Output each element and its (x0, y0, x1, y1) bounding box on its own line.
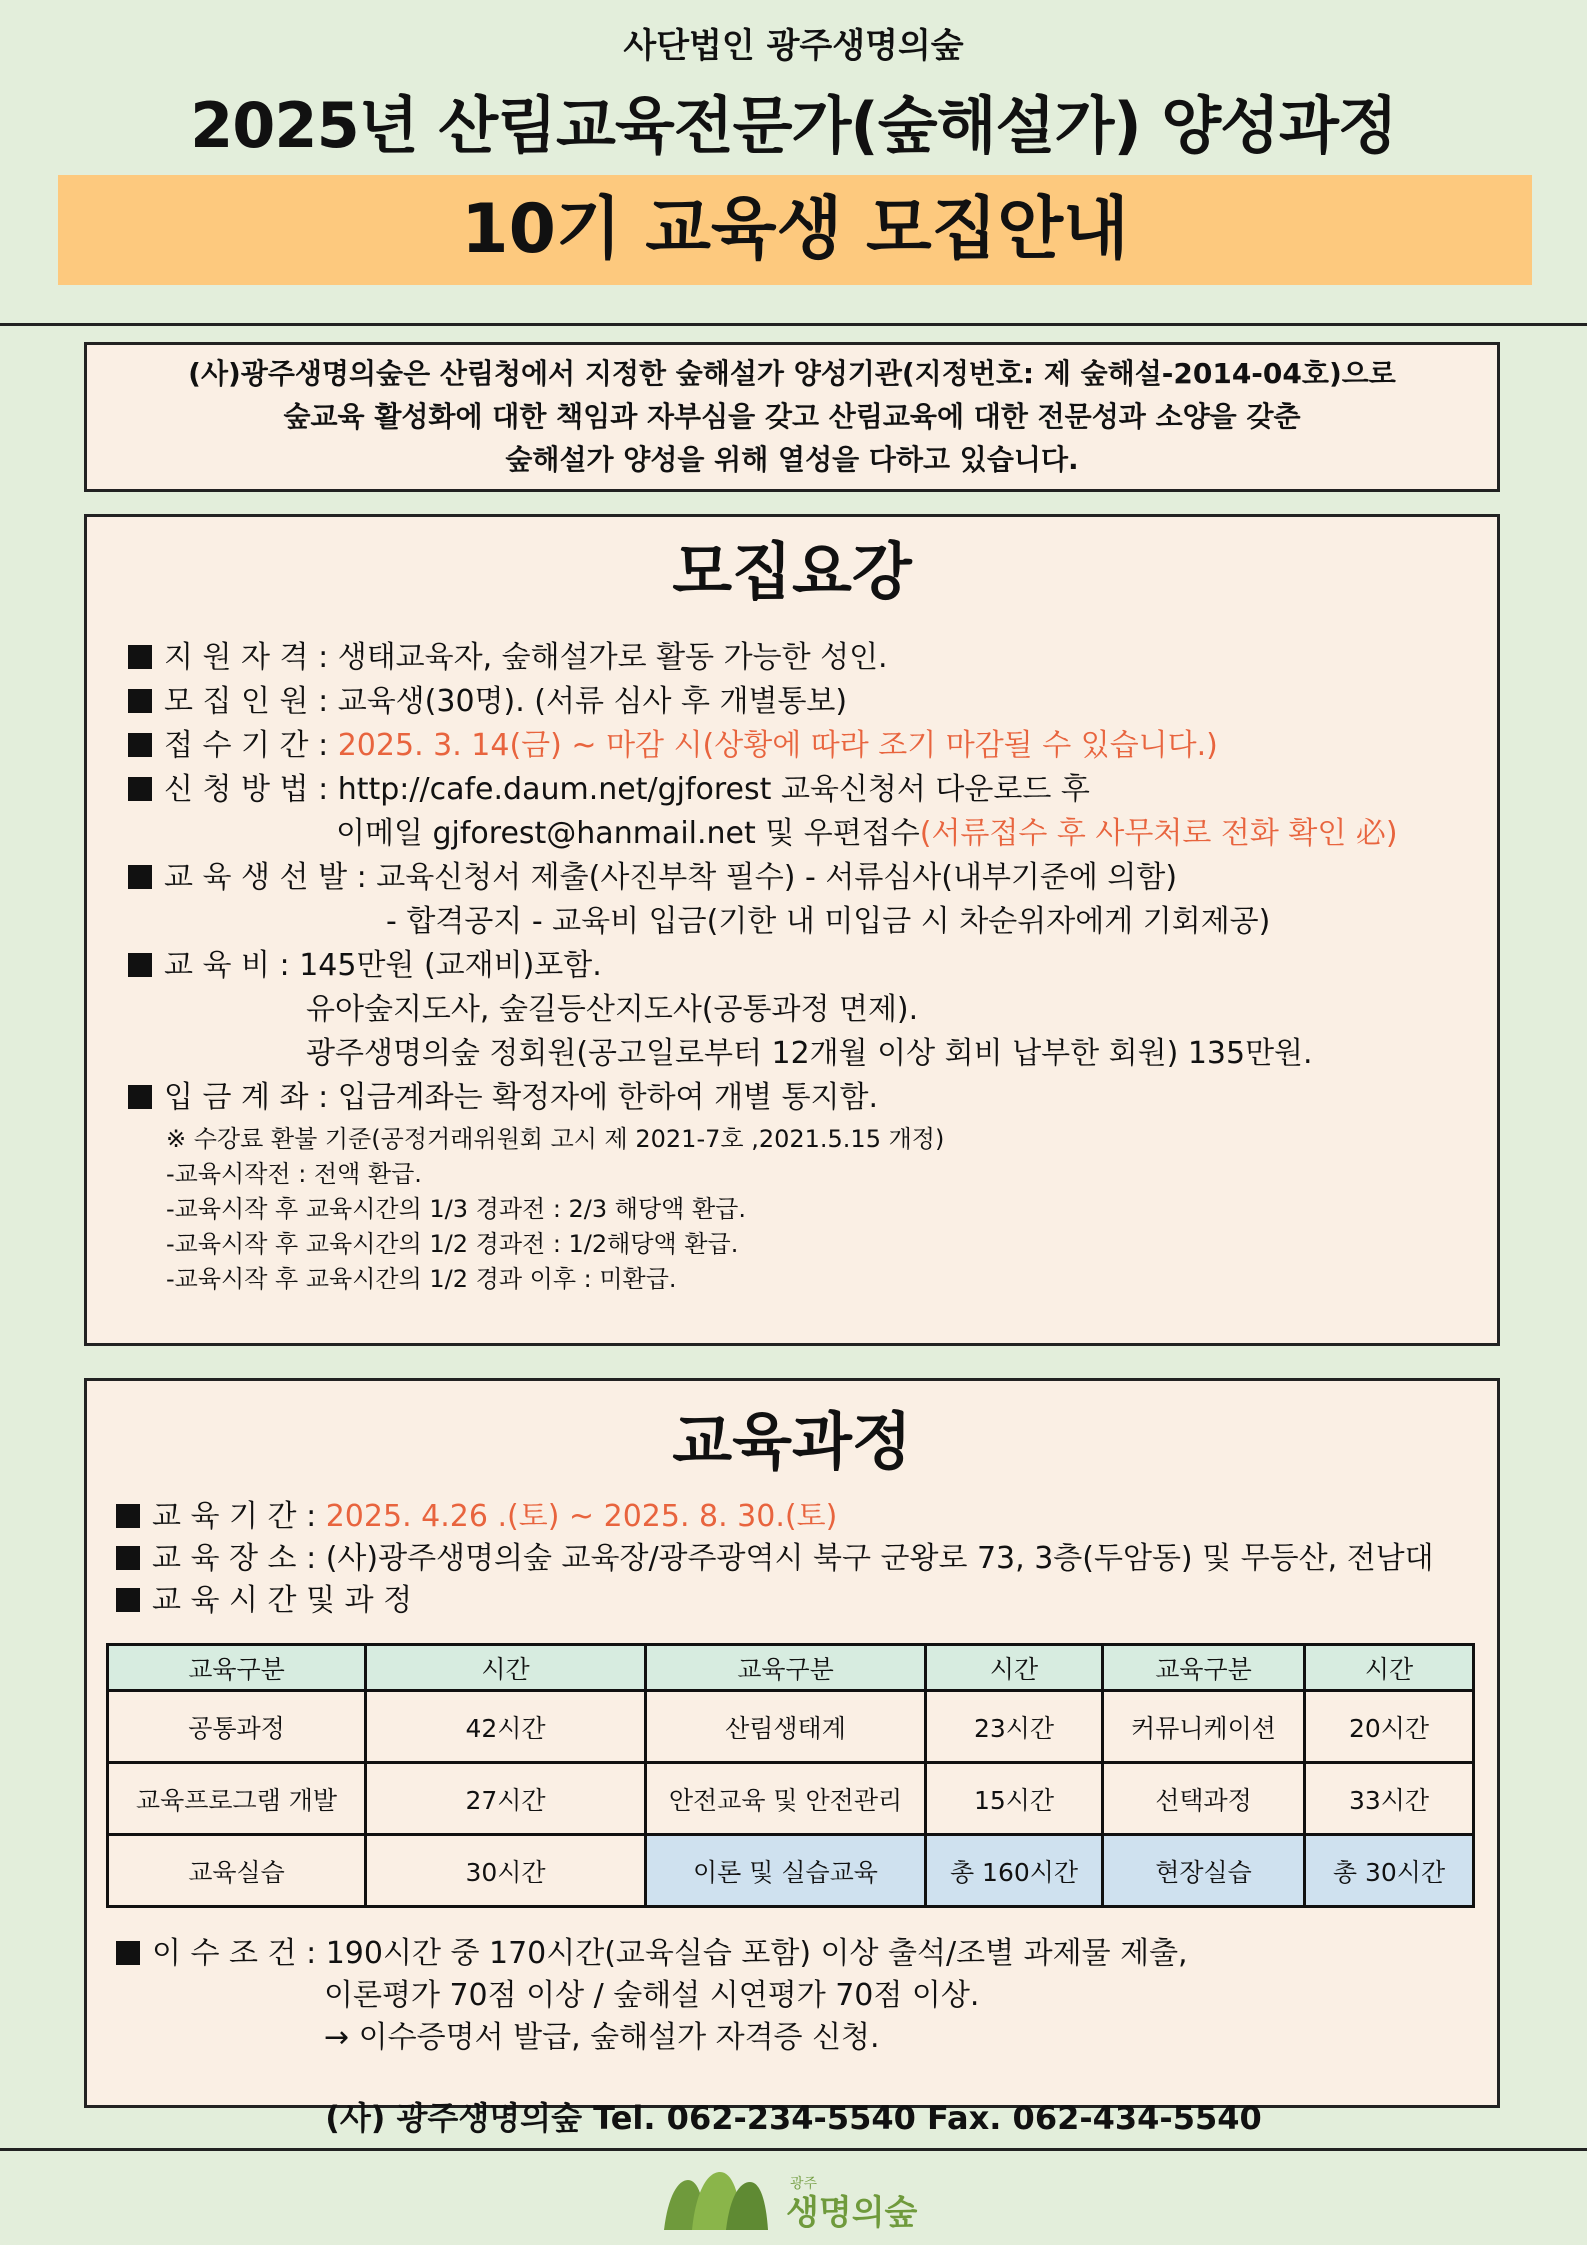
completion-item-cont: → 이수증명서 발급, 숲해설가 자격증 신청. (324, 2020, 880, 2055)
square-bullet-icon (128, 689, 152, 713)
course-period-value: 2025. 4.26 .(토) ~ 2025. 8. 30.(토) (325, 1499, 838, 1534)
refund-line: -교육시작전 : 전액 환급. (166, 1160, 422, 1188)
table-cell: 20시간 (1305, 1691, 1474, 1763)
account-item: 입 금 계 좌 : 입금계좌는 확정자에 한하여 개별 통지함. (128, 1076, 878, 1120)
course-title: 교육과정 (672, 1405, 912, 1478)
intro-text (84, 352, 1500, 481)
refund-line: -교육시작 후 교육시간의 1/2 경과 이후 : 미환급. (166, 1265, 677, 1293)
intro-line: 숲교육 활성화에 대한 책임과 자부심을 갖고 산림교육에 대한 전문성과 소양을 갖춘 (283, 400, 1301, 433)
course-place-item: 교 육 장 소 : (사)광주생명의숲 교육장/광주광역시 북구 군왕로 73, 3층(두암동) 및 무등산, 전남대 (116, 1537, 1434, 1581)
method-note: (서류접수 후 사무처로 전화 확인 必) (919, 816, 1398, 851)
method-item-cont: 이메일 gjforest@hanmail.net 및 우편접수(서류접수 후 사무처로 전화 확인 必) (336, 816, 1398, 851)
table-cell: 산림생태계 (646, 1691, 926, 1763)
organization-logo (662, 2166, 932, 2232)
square-bullet-icon (128, 953, 152, 977)
square-bullet-icon (128, 777, 152, 801)
table-cell: 27시간 (366, 1763, 646, 1835)
table-cell-highlight: 총 160시간 (926, 1835, 1103, 1907)
table-cell: 33시간 (1305, 1763, 1474, 1835)
table-cell-highlight: 현장실습 (1103, 1835, 1305, 1907)
refund-policy (166, 1122, 944, 1297)
method-item: 신 청 방 법 : http://cafe.daum.net/gjforest 교육신청서 다운로드 후 (128, 768, 1090, 812)
selection-item-cont: - 합격공지 - 교육비 입금(기한 내 미입금 시 차순위자에게 기회제공) (386, 904, 1271, 939)
table-cell: 23시간 (926, 1691, 1103, 1763)
contact-info: (사) 광주생명의숲 Tel. 062-234-5540 Fax. 062-434-5540 (325, 2099, 1262, 2137)
table-cell: 15시간 (926, 1763, 1103, 1835)
square-bullet-icon (116, 1546, 140, 1570)
divider-top (0, 323, 1587, 326)
table-cell: 교육실습 (108, 1835, 366, 1907)
square-bullet-icon (128, 865, 152, 889)
table-header-row (108, 1645, 1474, 1691)
table-row (108, 1763, 1474, 1835)
fee-item-cont: 광주생명의숲 정회원(공고일로부터 12개월 이상 회비 납부한 회원) 135만원. (306, 1036, 1313, 1071)
logo-small-text: 광주 (790, 2176, 818, 2192)
table-cell: 30시간 (366, 1835, 646, 1907)
fee-item: 교 육 비 : 145만원 (교재비)포함. (128, 944, 602, 988)
table-cell: 공통과정 (108, 1691, 366, 1763)
square-bullet-icon (116, 1504, 140, 1528)
qualification-item: 지 원 자 격 : 생태교육자, 숲해설가로 활동 가능한 성인. (128, 636, 888, 680)
table-header-cell: 교육구분 (646, 1645, 926, 1691)
table-header-cell: 교육구분 (108, 1645, 366, 1691)
square-bullet-icon (116, 1941, 140, 1965)
square-bullet-icon (128, 733, 152, 757)
selection-item: 교 육 생 선 발 : 교육신청서 제출(사진부착 필수) - 서류심사(내부기준에 의함) (128, 856, 1177, 900)
course-period-item: 교 육 기 간 : 2025. 4.26 .(토) ~ 2025. 8. 30.(토) (116, 1495, 837, 1539)
logo-main-text: 생명의숲 (786, 2193, 918, 2232)
refund-line: -교육시작 후 교육시간의 1/3 경과전 : 2/3 해당액 환급. (166, 1195, 746, 1223)
square-bullet-icon (128, 1085, 152, 1109)
course-hours-item: 교 육 시 간 및 과 정 (116, 1579, 412, 1623)
intro-line: 숲해설가 양성을 위해 열성을 다하고 있습니다. (505, 443, 1079, 476)
square-bullet-icon (128, 645, 152, 669)
intro-line: (사)광주생명의숲은 산림청에서 지정한 숲해설가 양성기관(지정번호: 제 숲해설-2014-04호)으로 (188, 357, 1396, 390)
refund-line: ※ 수강료 환불 기준(공정거래위원회 고시 제 2021-7호 ,2021.5.15 개정) (166, 1125, 945, 1153)
table-cell: 42시간 (366, 1691, 646, 1763)
completion-item-cont: 이론평가 70점 이상 / 숲해설 시연평가 70점 이상. (324, 1978, 980, 2013)
organization-name: 사단법인 광주생명의숲 (623, 26, 964, 66)
period-item: 접 수 기 간 : 2025. 3. 14(금) ~ 마감 시(상황에 따라 조기 마감될 수 있습니다.) (128, 724, 1218, 768)
table-row (108, 1691, 1474, 1763)
forest-logo-icon (662, 2166, 932, 2232)
headcount-item: 모 집 인 원 : 교육생(30명). (서류 심사 후 개별통보) (128, 680, 847, 724)
divider-bottom (0, 2148, 1587, 2151)
course-table (106, 1643, 1475, 1908)
table-cell-highlight: 이론 및 실습교육 (646, 1835, 926, 1907)
completion-item: 이 수 조 건 : 190시간 중 170시간(교육실습 포함) 이상 출석/조별 과제물 제출, (116, 1932, 1188, 1976)
table-header-cell: 시간 (1305, 1645, 1474, 1691)
fee-item-cont: 유아숲지도사, 숲길등산지도사(공통과정 면제). (306, 992, 919, 1027)
table-header-cell: 교육구분 (1103, 1645, 1305, 1691)
table-row (108, 1835, 1474, 1907)
table-header-cell: 시간 (366, 1645, 646, 1691)
table-header-cell: 시간 (926, 1645, 1103, 1691)
table-cell: 선택과정 (1103, 1763, 1305, 1835)
square-bullet-icon (116, 1588, 140, 1612)
banner-text: 10기 교육생 모집안내 (461, 190, 1129, 269)
recruit-title: 모집요강 (672, 535, 912, 608)
table-cell: 교육프로그램 개발 (108, 1763, 366, 1835)
period-value: 2025. 3. 14(금) ~ 마감 시(상황에 따라 조기 마감될 수 있습니다.) (337, 728, 1218, 763)
table-cell-highlight: 총 30시간 (1305, 1835, 1474, 1907)
page-title: 2025년 산림교육전문가(숲해설가) 양성과정 (190, 89, 1397, 162)
refund-line: -교육시작 후 교육시간의 1/2 경과전 : 1/2해당액 환급. (166, 1230, 739, 1258)
table-cell: 안전교육 및 안전관리 (646, 1763, 926, 1835)
table-cell: 커뮤니케이션 (1103, 1691, 1305, 1763)
